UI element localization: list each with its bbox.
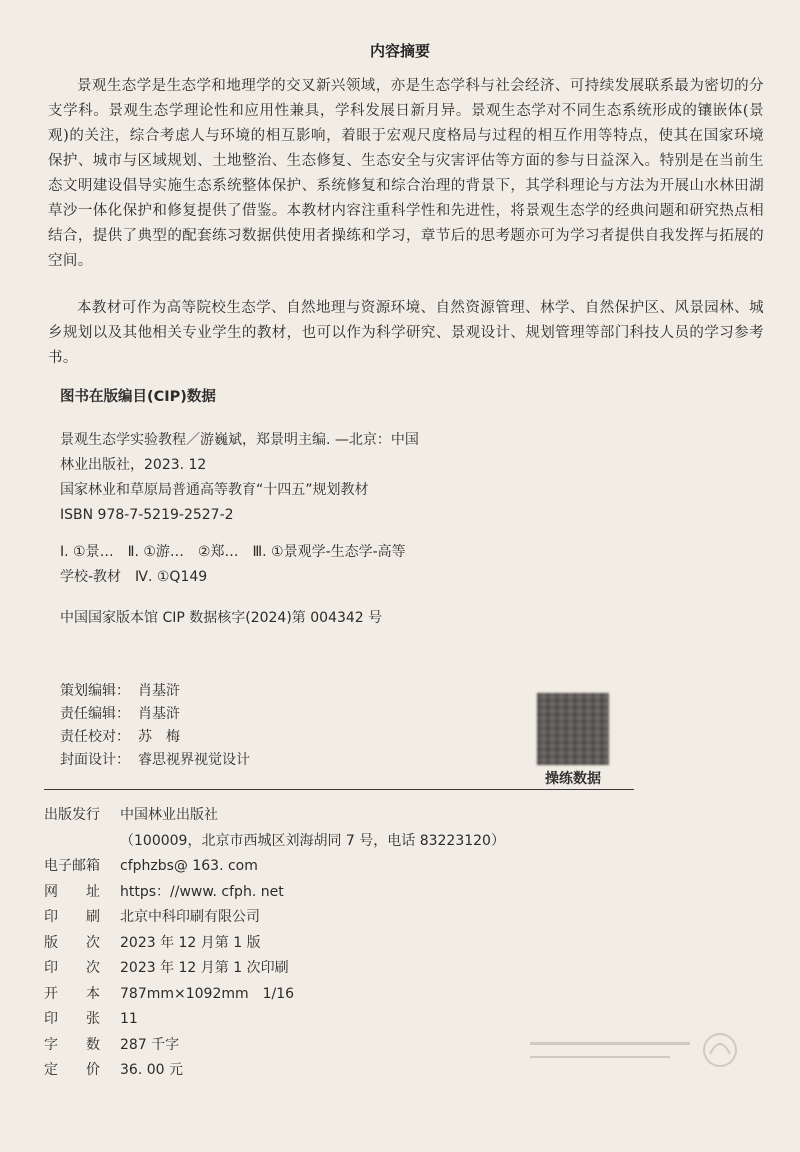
pub-key: 印 刷 <box>44 909 100 925</box>
cip-line: 中国国家版本馆 CIP 数据核字(2024)第 004342 号 <box>60 610 383 626</box>
pub-value: 2023 年 12 月第 1 次印刷 <box>120 960 289 976</box>
pub-row <box>44 829 505 855</box>
abstract-paragraph-2: 本教材可作为高等院校生态学、自然地理与资源环境、自然资源管理、林学、自然保护区、风景园林、城乡规划以及其他相关专业学生的教材，也可以作为科学研究、景观设计、规划管理等部门科技人员的学习参考书。 <box>48 300 764 366</box>
pub-key: 电子邮箱 <box>44 858 100 874</box>
pub-value: 287 千字 <box>120 1036 180 1053</box>
pub-key: 开 本 <box>44 985 100 1002</box>
pub-key <box>44 829 120 855</box>
pub-value: 11 <box>120 1011 138 1027</box>
cip-number <box>60 606 530 631</box>
pub-value: （100009，北京市西城区刘海胡同 7 号，电话 83223120） <box>120 832 505 849</box>
publisher-logo-watermark <box>520 1020 750 1080</box>
staff-key: 封面设计： <box>60 752 130 768</box>
pub-value: cfphzbs@ 163. com <box>120 858 258 874</box>
cip-line: Ⅰ. ①景… Ⅱ. ①游… ②郑… Ⅲ. ①景观学-生态学-高等 <box>60 544 406 560</box>
page-title: 内容摘要 <box>369 42 430 60</box>
staff-key: 责任编辑： <box>60 706 130 722</box>
staff-row <box>60 726 250 749</box>
pub-row <box>44 1058 505 1084</box>
abstract-paragraph-1: 景观生态学是生态学和地理学的交叉新兴领域，亦是生态学科与社会经济、可持续发展联系最为密切的分支学科。景观生态学理论性和应用性兼具，学科发展日新月异。景观生态学对不同生态系统形成的镶嵌体(景观)的关注，综合考虑人与环境的相互影响，着眼于宏观尺度格局与过程的相互作用等特点，使其在国家环境保护、城市与区域规划、土地整治、生态修复、生态安全与灾害评估等方面的参与日益深入。特别是在当前生态文明建设倡导实施生态系统整体保护、系统修复和综合治理的背景下，其学科理论与方法为开展山水林田湖草沙一体化保护和修复提供了借鉴。本教材内容注重科学性和先进性，将景观生态学的经典问题和研究热点相结合，提供了典型的配套练习数据供使用者操练和学习，章节后的思考题亦可为学习者提供自我发挥与拓展的空间。 <box>48 78 764 269</box>
pub-key: 印 张 <box>44 1011 100 1027</box>
pub-key: 字 数 <box>44 1036 100 1053</box>
staff-key: 责任校对： <box>60 729 130 745</box>
pub-key: 版 次 <box>44 934 100 951</box>
cip-line: 林业出版社，2023. 12 <box>60 457 207 473</box>
pub-value: 787mm×1092mm 1/16 <box>120 985 295 1002</box>
pub-key: 印 次 <box>44 960 100 976</box>
cip-line: 景观生态学实验教程／游巍斌，郑景明主编. —北京：中国 <box>60 432 419 448</box>
pub-value: 36. 00 元 <box>120 1062 183 1078</box>
pub-row <box>44 803 505 829</box>
pub-row <box>44 931 505 957</box>
staff-value: 肖基浒 <box>138 683 180 699</box>
qr-label: 操练数据 <box>545 771 601 787</box>
pub-key: 网 址 <box>44 883 100 900</box>
cip-record <box>60 428 530 528</box>
staff-row <box>60 749 250 772</box>
pub-row <box>44 982 505 1008</box>
staff-row <box>60 680 250 703</box>
pub-row <box>44 854 505 880</box>
cip-line: ISBN 978-7-5219-2527-2 <box>60 507 234 523</box>
qr-code-icon[interactable] <box>537 693 609 765</box>
publication-info <box>44 803 505 1084</box>
pub-row <box>44 1033 505 1059</box>
cip-line: 国家林业和草原局普通高等教育“十四五”规划教材 <box>60 482 369 498</box>
pub-row <box>44 880 505 906</box>
pub-value: 中国林业出版社 <box>120 807 218 823</box>
cip-classification <box>60 540 530 590</box>
pub-value: https：//www. cfph. net <box>120 883 284 900</box>
pub-row <box>44 956 505 982</box>
staff-row <box>60 703 250 726</box>
divider <box>44 789 634 790</box>
pub-row <box>44 905 505 931</box>
staff-key: 策划编辑： <box>60 683 130 699</box>
pub-row <box>44 1007 505 1033</box>
staff-value: 肖基浒 <box>138 706 180 722</box>
pub-key: 出版发行 <box>44 807 100 823</box>
pub-key: 定 价 <box>44 1062 100 1078</box>
cip-title: 图书在版编目(CIP)数据 <box>60 389 216 405</box>
staff-value: 苏 梅 <box>138 729 180 745</box>
pub-value: 北京中科印刷有限公司 <box>120 909 260 925</box>
cip-line: 学校-教材 Ⅳ. ①Q149 <box>60 569 208 585</box>
staff-list <box>60 680 250 772</box>
staff-value: 睿思视界视觉设计 <box>138 752 250 768</box>
pub-value: 2023 年 12 月第 1 版 <box>120 934 261 951</box>
